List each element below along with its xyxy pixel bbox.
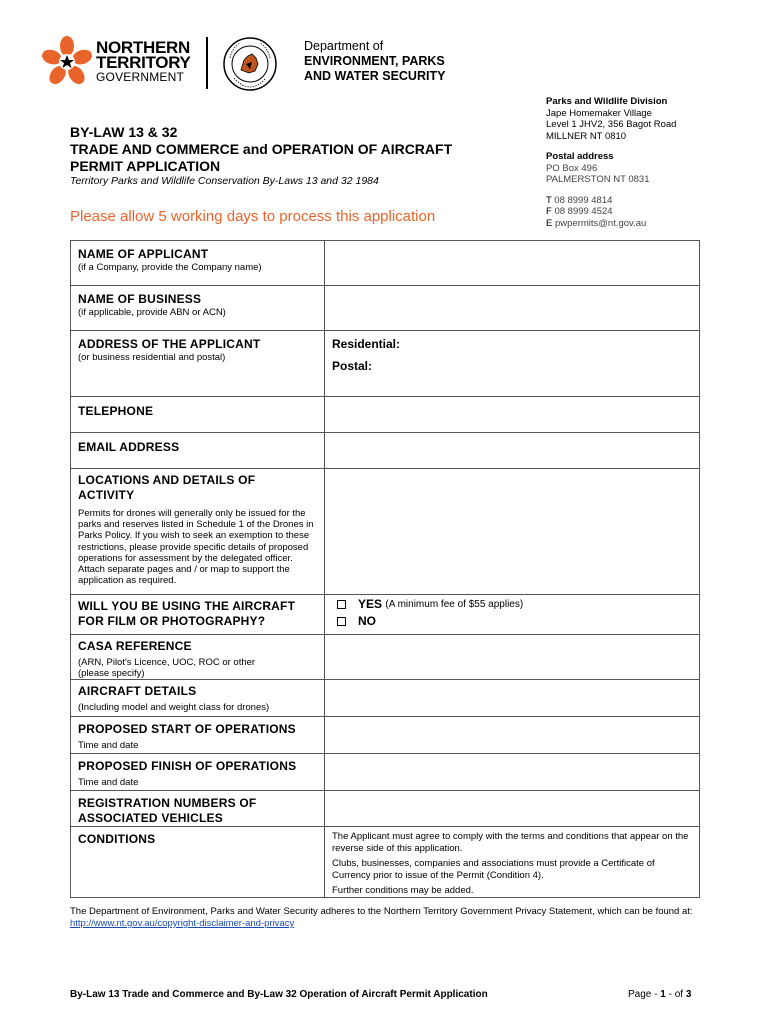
contact-email[interactable]: pwpermits@nt.gov.au xyxy=(554,217,647,229)
row-finish xyxy=(71,754,700,791)
title-line2: TRADE AND COMMERCE and OPERATION OF AIRCRAFT xyxy=(70,141,453,157)
parks-seal-icon xyxy=(222,36,278,92)
fax-line xyxy=(546,206,746,218)
page-number: 1 xyxy=(660,989,666,1000)
locations-label: LOCATIONS AND DETAILS OF ACTIVITY xyxy=(78,473,256,502)
applicant-field[interactable] xyxy=(325,241,700,286)
address-line3: MILLNER NT 0810 xyxy=(546,130,627,142)
start-sublabel: Time and date xyxy=(78,740,139,751)
postal-label: Postal: xyxy=(332,359,373,373)
row-business xyxy=(71,286,700,331)
conditions-paragraph-2: Clubs, businesses, companies and associations must provide a Certificate of Currency prior to issue of the Permit (Condition 4). xyxy=(332,858,655,881)
row-address xyxy=(71,331,700,397)
no-checkbox[interactable] xyxy=(337,617,346,626)
division-name: Parks and Wildlife Division xyxy=(546,96,668,107)
no-label: NO xyxy=(358,614,376,628)
email-field[interactable] xyxy=(325,433,700,469)
yes-label: YES xyxy=(358,597,383,611)
aircraft-label: AIRCRAFT DETAILS xyxy=(78,684,197,698)
contact-block xyxy=(546,96,746,229)
locations-field[interactable] xyxy=(325,469,700,595)
casa-sublabel: (ARN, Pilot's Licence, UOC, ROC or other (please specify) xyxy=(78,657,256,679)
email-prefix: E xyxy=(546,217,553,229)
row-applicant xyxy=(71,241,700,286)
department-line2: ENVIRONMENT, PARKS xyxy=(304,54,445,68)
locations-note: Permits for drones will generally only be issued for the parks and reserves listed in Schedule 1 of the Drones in Parks Policy. If you wish to seek an exemption to these restrictions, please provide specific details of proposed operations for assessment by the delegated officer. Attach separate pages and / or map to support the application as required. xyxy=(78,508,314,587)
phone-prefix: T xyxy=(546,194,552,206)
form-subtitle: Territory Parks and Wildlife Conservation By-Laws 13 and 32 1984 xyxy=(70,175,379,187)
nt-wordmark-line3: GOVERNMENT xyxy=(96,70,185,84)
casa-label: CASA REFERENCE xyxy=(78,639,192,653)
phone-number: 08 8999 4814 xyxy=(554,194,613,206)
processing-notice: Please allow 5 working days to process this application xyxy=(70,208,436,225)
address-label: ADDRESS OF THE APPLICANT xyxy=(78,337,261,351)
department-line3: AND WATER SECURITY xyxy=(304,69,446,83)
finish-field[interactable] xyxy=(325,754,700,791)
privacy-link[interactable]: http://www.nt.gov.au/copyright-disclaimer-and-privacy xyxy=(70,918,295,929)
nt-wordmark-line1: NORTHERN xyxy=(96,38,190,57)
yes-option[interactable] xyxy=(332,596,692,613)
page-total: 3 xyxy=(685,989,692,1000)
aircraft-sublabel: (Including model and weight class for drones) xyxy=(78,702,270,713)
row-email xyxy=(71,433,700,469)
conditions-paragraph-1: The Applicant must agree to comply with the terms and conditions that appear on the reverse side of this application. xyxy=(332,831,689,854)
nt-government-wordmark xyxy=(96,40,191,85)
row-registration xyxy=(71,791,700,827)
postal-line1: PO Box 496 xyxy=(546,162,598,174)
film-label: WILL YOU BE USING THE AIRCRAFT FOR FILM OR PHOTOGRAPHY? xyxy=(78,599,296,628)
registration-label: REGISTRATION NUMBERS OF ASSOCIATED VEHICLES xyxy=(78,796,257,825)
nt-wordmark-line2: TERRITORY xyxy=(96,53,191,72)
header-divider xyxy=(206,37,208,89)
row-start xyxy=(71,717,700,754)
postal-line2: PALMERSTON NT 0831 xyxy=(546,174,650,185)
page-of: - of xyxy=(668,989,684,1000)
page-indicator xyxy=(628,989,691,1000)
footer-title: By-Law 13 Trade and Commerce and By-Law 32 Operation of Aircraft Permit Application xyxy=(70,989,488,1000)
page-word: Page - xyxy=(628,989,658,1000)
aircraft-field[interactable] xyxy=(325,680,700,717)
applicant-label: NAME OF APPLICANT xyxy=(78,247,209,261)
postal-heading: Postal address xyxy=(546,151,614,162)
telephone-label: TELEPHONE xyxy=(78,404,154,418)
row-film xyxy=(71,595,700,635)
start-field[interactable] xyxy=(325,717,700,754)
title-line3: PERMIT APPLICATION xyxy=(70,158,221,174)
privacy-text: The Department of Environment, Parks and Water Security adheres to the Northern Territory Government Privacy Statement, which can be found at: xyxy=(70,906,693,917)
fax-prefix: F xyxy=(546,206,552,217)
row-telephone xyxy=(71,397,700,433)
department-line1: Department of xyxy=(304,39,384,53)
no-option[interactable] xyxy=(332,613,692,630)
casa-field[interactable] xyxy=(325,635,700,680)
form-title xyxy=(70,124,540,175)
residential-label: Residential: xyxy=(332,337,401,351)
row-conditions xyxy=(71,827,700,898)
business-sublabel: (if applicable, provide ABN or ACN) xyxy=(78,307,226,318)
email-line xyxy=(546,218,746,230)
email-label: EMAIL ADDRESS xyxy=(78,440,180,454)
row-locations xyxy=(71,469,700,595)
nt-government-logo-icon xyxy=(40,34,94,90)
address-line1: Jape Homemaker Village xyxy=(546,107,652,119)
row-casa xyxy=(71,635,700,680)
row-aircraft xyxy=(71,680,700,717)
address-field[interactable] xyxy=(325,331,700,397)
start-label: PROPOSED START OF OPERATIONS xyxy=(78,722,296,736)
application-form-table xyxy=(70,240,700,898)
yes-fee-note: (A minimum fee of $55 applies) xyxy=(385,599,524,610)
privacy-statement xyxy=(70,906,710,930)
registration-field[interactable] xyxy=(325,791,700,827)
business-field[interactable] xyxy=(325,286,700,331)
phone-line xyxy=(546,195,746,207)
department-name xyxy=(304,39,445,84)
yes-checkbox[interactable] xyxy=(337,600,346,609)
finish-label: PROPOSED FINISH OF OPERATIONS xyxy=(78,759,297,773)
business-label: NAME OF BUSINESS xyxy=(78,292,202,306)
applicant-sublabel: (if a Company, provide the Company name) xyxy=(78,262,262,273)
conditions-label: CONDITIONS xyxy=(78,832,156,846)
finish-sublabel: Time and date xyxy=(78,777,139,788)
address-line2: Level 1 JHV2, 356 Bagot Road xyxy=(546,119,677,130)
address-sublabel: (or business residential and postal) xyxy=(78,352,226,363)
telephone-field[interactable] xyxy=(325,397,700,433)
conditions-text xyxy=(325,827,700,898)
title-line1: BY-LAW 13 & 32 xyxy=(70,124,178,140)
conditions-paragraph-3: Further conditions may be added. xyxy=(332,885,474,896)
fax-number: 08 8999 4524 xyxy=(554,206,613,217)
